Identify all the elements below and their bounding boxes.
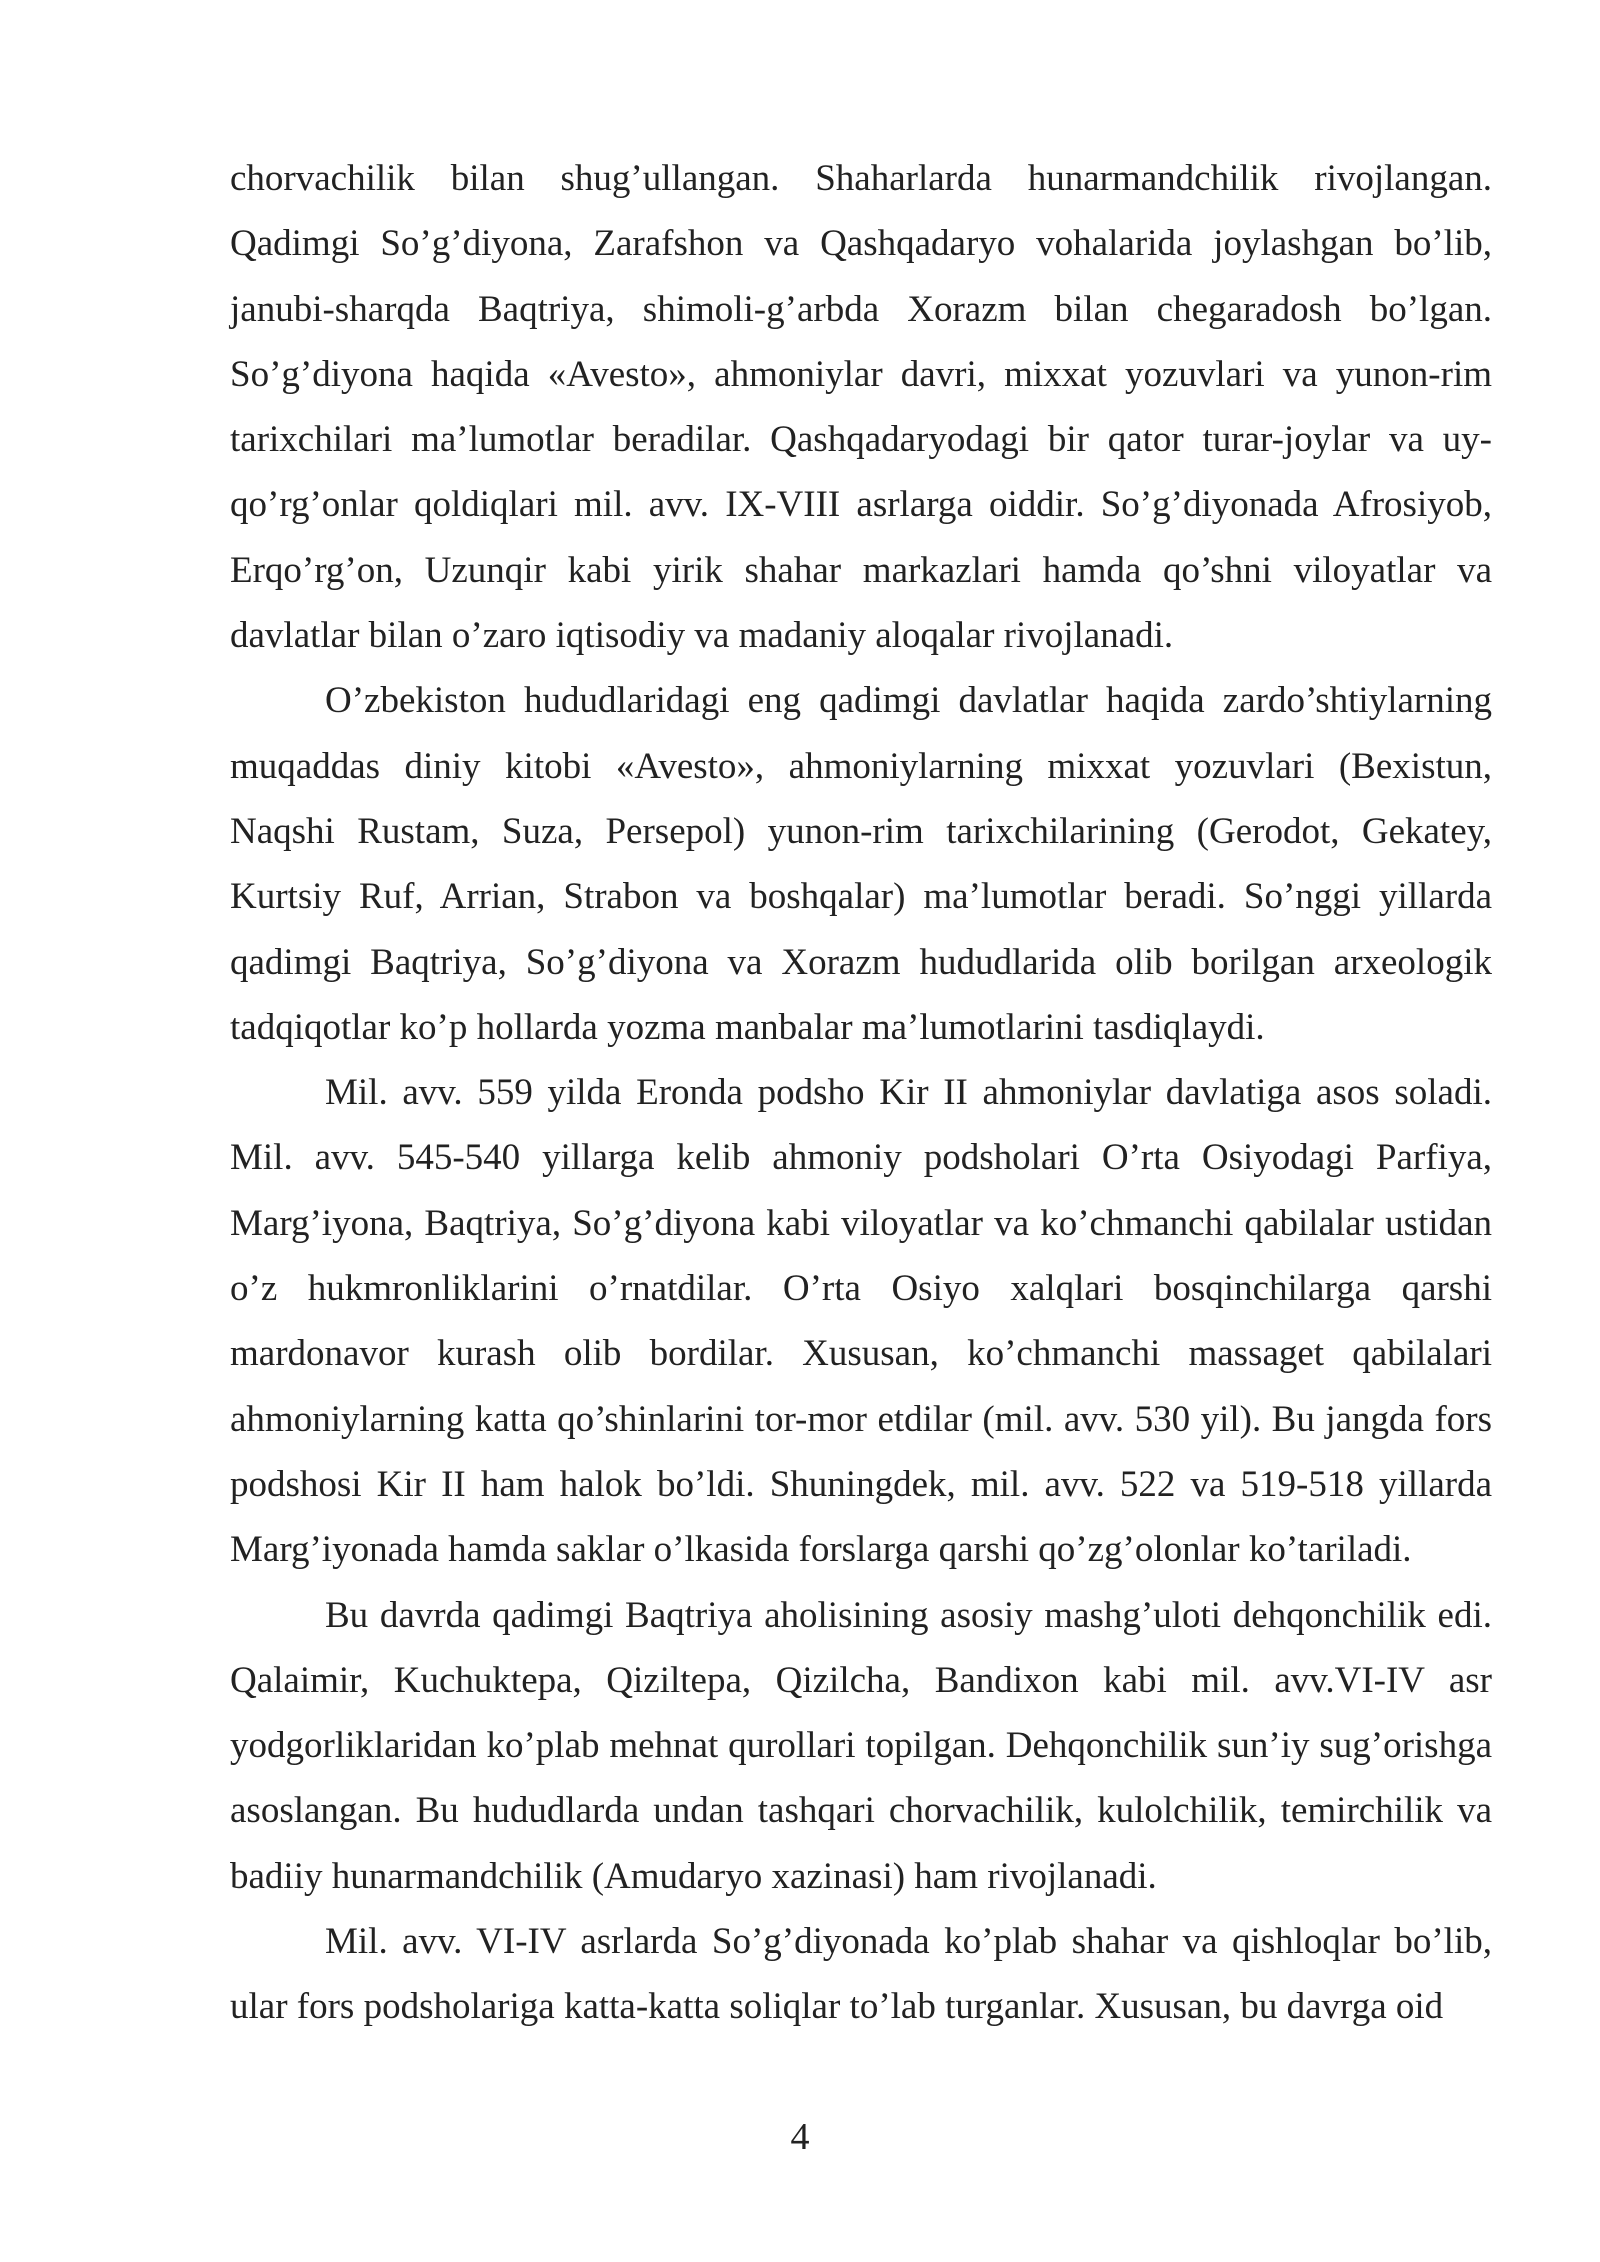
page-number: 4 — [790, 2116, 810, 2158]
text-body — [230, 146, 1492, 2040]
paragraph-4: Bu davrda qadimgi Baqtriya aholisining asosiy mashg’uloti dehqonchilik edi. Qalaimir, Kuchuktepa, Qiziltepa, Qizilcha, Bandixon kabi mil. avv.VI-IV asr yodgorliklaridan ko’plab mehnat qurollari topilgan. Dehqonchilik sun’iy sug’orishga asoslangan. Bu hududlarda undan tashqari chorvachilik, kulolchilik, temirchilik va badiiy hunarmandchilik (Amudaryo xazinasi) ham rivojlanadi. — [230, 1594, 1492, 1897]
paragraph-3: Mil. avv. 559 yilda Eronda podsho Kir II ahmoniylar davlatiga asos soladi. Mil. avv. 545-540 yillarga kelib ahmoniy podsholari O’rta Osiyodagi Parfiya, Marg’iyona, Baqtriya, So’g’diyona kabi viloyatlar va ko’chmanchi qabilalar ustidan o’z hukmronliklarini o’rnatdilar. O’rta Osiyo xalqlari bosqinchilarga qarshi mardonavor kurash olib bordilar. Xususan, ko’chmanchi massaget qabilalari ahmoniylarning katta qo’shinlarini tor-mor etdilar (mil. avv. 530 yil). Bu jangda fors podshosi Kir II ham halok bo’ldi. Shuningdek, mil. avv. 522 va 519-518 yillarda Marg’iyonada hamda saklar o’lkasida forslarga qarshi qo’zg’olonlar ko’tariladi. — [230, 1072, 1492, 1571]
paragraph-5: Mil. avv. VI-IV asrlarda So’g’diyonada ko’plab shahar va qishloqlar bo’lib, ular fors podsholariga katta-katta soliqlar to’lab turganlar. Xususan, bu davrga oid — [230, 1921, 1492, 2028]
paragraph-1: chorvachilik bilan shug’ullangan. Shaharlarda hunarmandchilik rivojlangan. Qadimgi So’g’diyona, Zarafshon va Qashqadaryo vohalarida joylashgan bo’lib, janubi-sharqda Baqtriya, shimoli-g’arbda Xorazm bilan chegaradosh bo’lgan. So’g’diyona haqida «Avesto», ahmoniylar davri, mixxat yozuvlari va yunon-rim tarixchilari ma’lumotlar beradilar. Qashqadaryodagi bir qator turar-joylar va uy-qo’rg’onlar qoldiqlari mil. avv. IX-VIII asrlarga oiddir. So’g’diyonada Afrosiyob, Erqo’rg’on, Uzunqir kabi yirik shahar markazlari hamda qo’shni viloyatlar va davlatlar bilan o’zaro iqtisodiy va madaniy aloqalar rivojlanadi. — [230, 158, 1492, 657]
paragraph-2: O’zbekiston hududlaridagi eng qadimgi davlatlar haqida zardo’shtiylarning muqaddas diniy kitobi «Avesto», ahmoniylarning mixxat yozuvlari (Bexistun, Naqshi Rustam, Suza, Persepol) yunon-rim tarixchilarining (Gerodot, Gekatey, Kurtsiy Ruf, Arrian, Strabon va boshqalar) ma’lumotlar beradi. So’nggi yillarda qadimgi Baqtriya, So’g’diyona va Xorazm hududlarida olib borilgan arxeologik tadqiqotlar ko’p hollarda yozma manbalar ma’lumotlarini tasdiqlaydi. — [230, 680, 1492, 1048]
